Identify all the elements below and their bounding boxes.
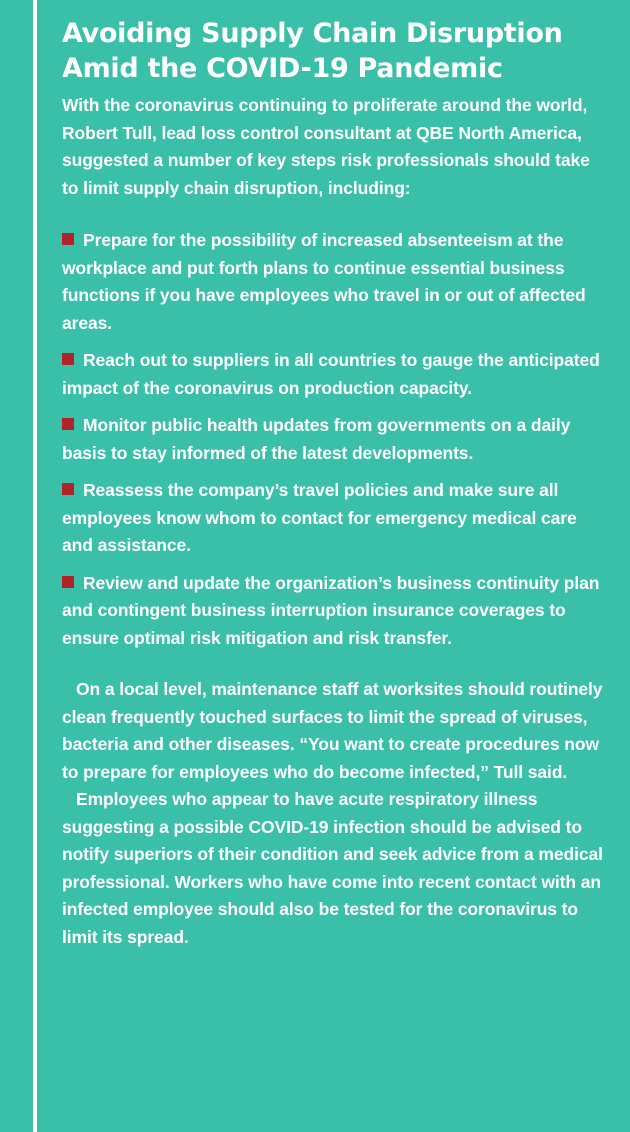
list-item: [62, 477, 610, 560]
title-line-2: Amid the COVID-19 Pandemic: [62, 53, 503, 84]
body-paragraph: Employees who appear to have acute respiratory illness suggesting a possible COVID-19 infection should be advised to notify superiors of their condition and seek advice from a medical professional. Workers who have come into recent contact with an infected employee should also be tested for the coronavirus to limit its spread.: [62, 789, 603, 947]
list-item-text: Review and update the organization’s business continuity plan and contingent business interruption insurance coverages to ensure optimal risk mitigation and risk transfer.: [62, 572, 600, 648]
list-item: [62, 412, 610, 467]
list-item-text: Prepare for the possibility of increased absenteeism at the workplace and put forth plans to continue essential business functions if you have employees who travel in or out of affected areas.: [62, 230, 586, 333]
list-item: [62, 227, 610, 337]
list-item-text: Reassess the company’s travel policies and make sure all employees know whom to contact for emergency medical care and assistance.: [62, 480, 577, 555]
square-bullet-icon: [62, 418, 74, 430]
square-bullet-icon: [62, 233, 74, 245]
body-paragraph: On a local level, maintenance staff at worksites should routinely clean frequently touched surfaces to limit the spread of viruses, bacteria and other diseases. “You want to create procedures now to prepare for employees who do become infected,” Tull said.: [62, 679, 603, 782]
list-item: [62, 347, 610, 402]
body-text: [62, 676, 610, 951]
list-item: [62, 570, 610, 653]
sidebar-article: [62, 16, 610, 951]
square-bullet-icon: [62, 483, 74, 495]
steps-list: [62, 227, 610, 652]
article-title: [62, 16, 610, 86]
list-item-text: Reach out to suppliers in all countries to gauge the anticipated impact of the coronavirus on production capacity.: [62, 350, 600, 398]
left-border-rule: [33, 0, 37, 1132]
square-bullet-icon: [62, 353, 74, 365]
square-bullet-icon: [62, 576, 74, 588]
title-line-1: Avoiding Supply Chain Disruption: [62, 18, 563, 49]
intro-paragraph: With the coronavirus continuing to proliferate around the world, Robert Tull, lead loss control consultant at QBE North America, suggested a number of key steps risk professionals should take to limit supply chain disruption, including:: [62, 95, 590, 198]
list-item-text: Monitor public health updates from governments on a daily basis to stay informed of the latest developments.: [62, 415, 571, 463]
